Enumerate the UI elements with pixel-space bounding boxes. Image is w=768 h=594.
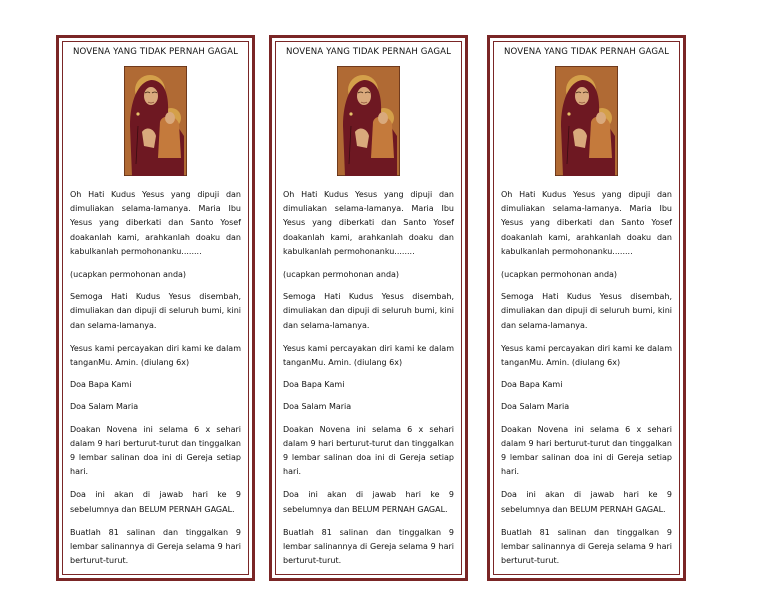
card-title: NOVENA YANG TIDAK PERNAH GAGAL (286, 47, 451, 57)
hail-mary-line: Doa Salam Maria (70, 402, 139, 412)
opening-prayer: Oh Hati Kudus Yesus yang dipuji dan dimuliakan selama-lamanya. Maria Ibu Yesus yang diberkati dan Santo Yosef doakanlah kami, arahkanlah doaku dan kabulkanlah permohonanku........ (70, 190, 241, 256)
worship-prayer: Semoga Hati Kudus Yesus disembah, dimuliakan dan dipuji di seluruh bumi, kini dan selama-lamanya. (70, 292, 241, 330)
card-title: NOVENA YANG TIDAK PERNAH GAGAL (504, 47, 669, 57)
novena-card-1 (56, 35, 255, 581)
card-title: NOVENA YANG TIDAK PERNAH GAGAL (73, 47, 238, 57)
worship-prayer: Semoga Hati Kudus Yesus disembah, dimuliakan dan dipuji di seluruh bumi, kini dan selama-lamanya. (501, 292, 672, 330)
copies-instructions: Buatlah 81 salinan dan tinggalkan 9 lembar salinannya di Gereja selama 9 hari berturut-turut. (501, 527, 672, 566)
answer-promise: Doa ini akan di jawab hari ke 9 sebelumnya dan BELUM PERNAH GAGAL. (283, 490, 454, 514)
trust-prayer: Yesus kami percayakan diri kami ke dalam tanganMu. Amin. (diulang 6x) (70, 343, 241, 368)
novena-card-3 (487, 35, 686, 581)
madonna-and-child-icon (555, 66, 618, 176)
trust-prayer: Yesus kami percayakan diri kami ke dalam tanganMu. Amin. (diulang 6x) (283, 343, 454, 368)
opening-prayer: Oh Hati Kudus Yesus yang dipuji dan dimuliakan selama-lamanya. Maria Ibu Yesus yang diberkati dan Santo Yosef doakanlah kami, arahkanlah doaku dan kabulkanlah permohonanku........ (283, 190, 454, 256)
request-note: (ucapkan permohonan anda) (501, 270, 618, 280)
hail-mary-line: Doa Salam Maria (283, 402, 352, 412)
our-father-line: Doa Bapa Kami (501, 380, 563, 390)
madonna-and-child-icon (124, 66, 187, 176)
our-father-line: Doa Bapa Kami (283, 380, 345, 390)
novena-card-2 (269, 35, 468, 581)
hail-mary-line: Doa Salam Maria (501, 402, 570, 412)
worship-prayer: Semoga Hati Kudus Yesus disembah, dimuliakan dan dipuji di seluruh bumi, kini dan selama-lamanya. (283, 292, 454, 330)
copies-instructions: Buatlah 81 salinan dan tinggalkan 9 lembar salinannya di Gereja selama 9 hari berturut-turut. (283, 527, 454, 566)
request-note: (ucapkan permohonan anda) (70, 270, 187, 280)
request-note: (ucapkan permohonan anda) (283, 270, 400, 280)
novena-instructions: Doakan Novena ini selama 6 x sehari dalam 9 hari berturut-turut dan tinggalkan 9 lembar salinan doa ini di Gereja setiap hari. (70, 424, 241, 477)
copies-instructions: Buatlah 81 salinan dan tinggalkan 9 lembar salinannya di Gereja selama 9 hari berturut-turut. (70, 527, 241, 566)
our-father-line: Doa Bapa Kami (70, 380, 132, 390)
opening-prayer: Oh Hati Kudus Yesus yang dipuji dan dimuliakan selama-lamanya. Maria Ibu Yesus yang diberkati dan Santo Yosef doakanlah kami, arahkanlah doaku dan kabulkanlah permohonanku........ (501, 190, 672, 256)
madonna-and-child-icon (337, 66, 400, 176)
novena-instructions: Doakan Novena ini selama 6 x sehari dalam 9 hari berturut-turut dan tinggalkan 9 lembar salinan doa ini di Gereja setiap hari. (501, 424, 672, 477)
trust-prayer: Yesus kami percayakan diri kami ke dalam tanganMu. Amin. (diulang 6x) (501, 343, 672, 368)
novena-instructions: Doakan Novena ini selama 6 x sehari dalam 9 hari berturut-turut dan tinggalkan 9 lembar salinan doa ini di Gereja setiap hari. (283, 424, 454, 477)
answer-promise: Doa ini akan di jawab hari ke 9 sebelumnya dan BELUM PERNAH GAGAL. (501, 490, 672, 514)
answer-promise: Doa ini akan di jawab hari ke 9 sebelumnya dan BELUM PERNAH GAGAL. (70, 490, 241, 514)
